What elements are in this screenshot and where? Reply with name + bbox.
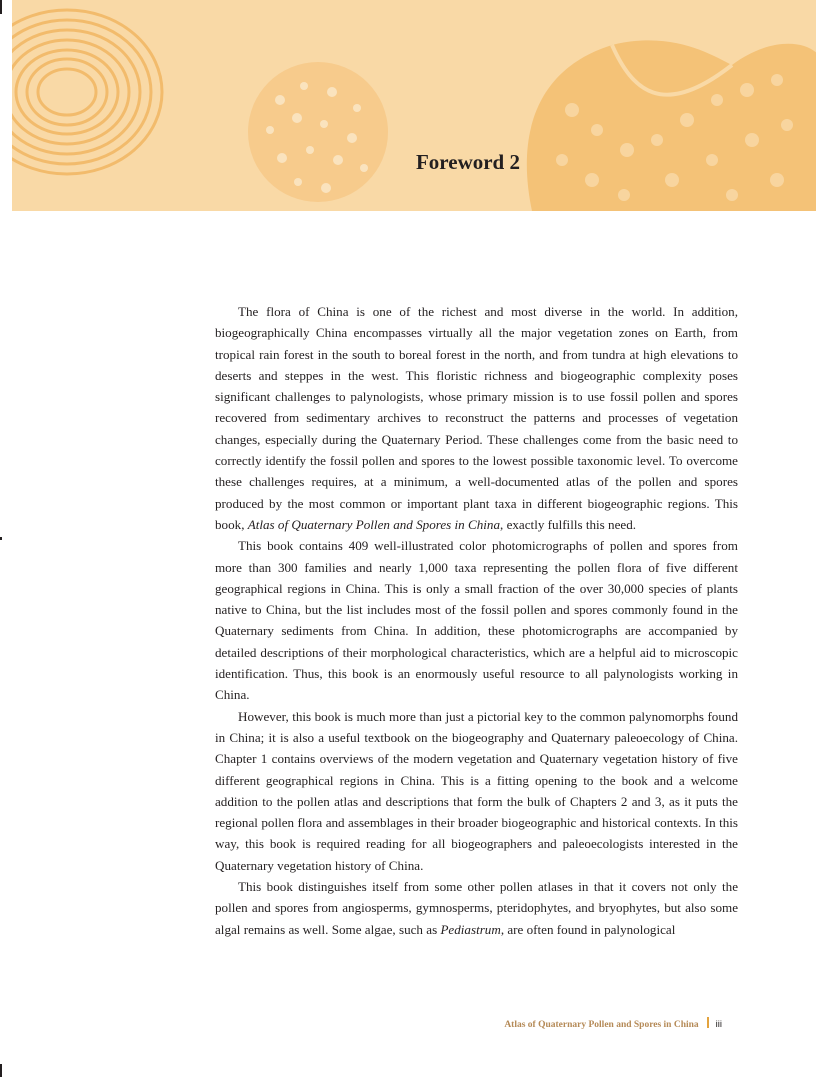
page-number: iii [715, 1019, 722, 1030]
paragraph-text: The flora of China is one of the richest and most diverse in the world. In addition, biogeographically China encompasses virtually all the major vegetation zones on Earth, from tropical rain forest in the south to boreal forest in the north, and from tundra at high elevations to deserts and steppes in the west. This floristic richness and biogeographic complexity poses significant challenges to palynologists, whose primary mission is to use fossil pollen and spores recovered from sedimentary archives to reconstruct the patterns and processes of vegetation changes, especially during the Quaternary Period. These challenges come from the basic need to correctly identify the fossil pollen and spores to the lowest possible taxonomic level. To overcome these challenges requires, at a minimum, a well-documented atlas of the pollen and spores produced by the most common or important plant taxa in different biogeographic regions. This book, [215, 304, 738, 532]
pollen-grain-reticulate [527, 40, 816, 211]
crop-mark-left-middle [0, 537, 2, 540]
book-title-italic: Atlas of Quaternary Pollen and Spores in China [247, 516, 501, 532]
body-text [215, 301, 738, 940]
crop-mark-bottom-left [0, 1064, 2, 1077]
paragraph [215, 876, 738, 940]
header-banner [12, 0, 816, 211]
paragraph [215, 301, 738, 535]
chapter-title: Foreword 2 [415, 150, 520, 174]
paragraph: This book contains 409 well-illustrated color photomicrographs of pollen and spores from more than 300 families and nearly 1,000 taxa representing the pollen flora of five different geographical regions in China. This is only a small fraction of the over 30,000 species of plants native to China, but the list includes most of the fossil pollen and spores commonly found in the Quaternary sediments from China. In addition, these photomicrographs are accompanied by detailed descriptions of their morphological characteristics, which are a helpful aid to microscopic identification. Thus, this book is an enormously useful resource to all palynologists working in China. [215, 538, 738, 703]
pollen-grain-echinate [248, 62, 388, 202]
paragraph-text: , are often found in palynological [500, 921, 676, 937]
footer-divider [707, 1017, 709, 1028]
footer-book-title: Atlas of Quaternary Pollen and Spores in China [504, 1020, 699, 1030]
paragraph-text: , exactly fulfills this need. [500, 516, 637, 532]
paragraph: However, this book is much more than just a pictorial key to the common palynomorphs found in China; it is also a useful textbook on the biogeography and Quaternary paleoecology of China. Chapter 1 contains overviews of the modern vegetation and Quaternary vegetation history of five different geographical regions in China. This is a fitting opening to the book and a welcome addition to the pollen atlas and descriptions that form the bulk of Chapters 2 and 3, as it puts the regional pollen flora and assemblages in their broader biogeographic and historical contexts. In this way, this book is required reading for all biogeographers and paleoecologists interested in the Quaternary vegetation history of China. [215, 708, 738, 873]
pollen-grain-illustration [12, 0, 816, 211]
crop-mark-top-left [0, 0, 2, 14]
page-footer [504, 1017, 722, 1032]
paragraph-text: This book distinguishes itself from some other pollen atlases in that it covers not only the pollen and spores from angiosperms, gymnosperms, pteridophytes, and bryophytes, but also some algal remains as well. Some algae, such as [215, 879, 738, 937]
taxon-name-italic: Pediastrum [440, 921, 501, 937]
